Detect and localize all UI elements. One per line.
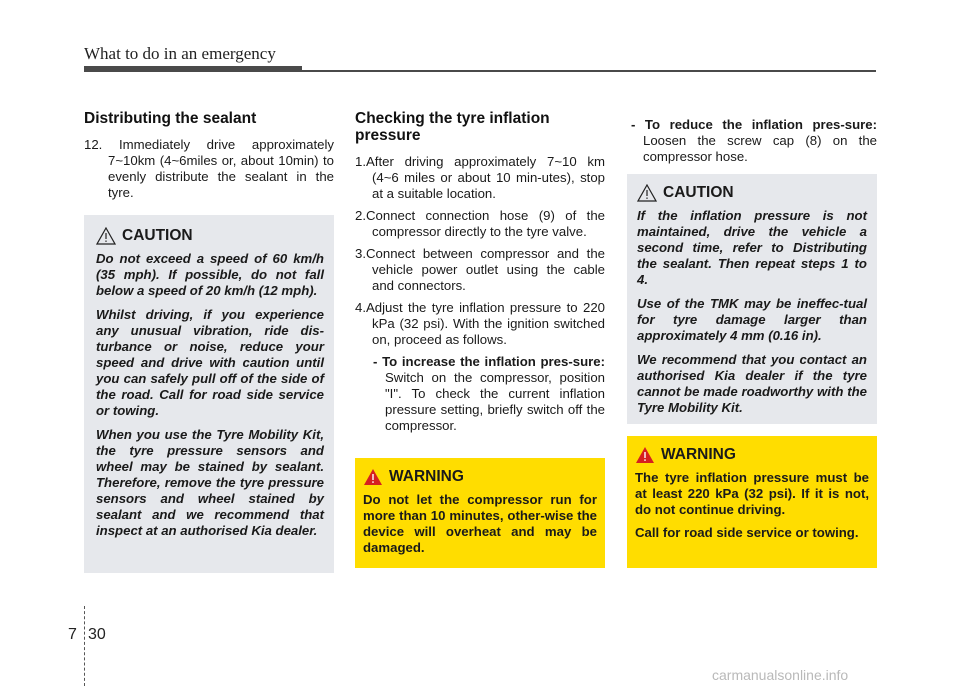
caution-paragraph: Whilst driving, if you experience any unusual vibration, ride dis-turbance or noise, reduce your speed and drive with caution until you can safely pull off of the side of the road. Call for road side service or towing. [96, 307, 324, 418]
column-checking-pressure [355, 110, 605, 440]
page-header-title: What to do in an emergency [84, 44, 276, 63]
caution-box-speed [84, 215, 334, 573]
reduce-text: Loosen the screw cap (8) on the compressor hose. [643, 133, 877, 164]
increase-pressure-instruction [355, 354, 605, 434]
section-heading-distributing: Distributing the sealant [84, 110, 257, 127]
caution-paragraph: When you use the Tyre Mobility Kit, the tyre pressure sensors and wheel may be stained by sealant. Therefore, remove the tyre pressure sensors and wheel stained by sealant and we recommend that inspect at an authorised Kia dealer. [96, 427, 324, 538]
warning-title: WARNING [389, 468, 464, 485]
watermark-text: carmanualsonline.info [712, 667, 849, 683]
step-3: 3.Connect between compressor and the vehicle power outlet using the cable and connectors. [355, 246, 605, 293]
caution-header [96, 227, 324, 245]
warning-paragraph: Call for road side service or towing. [635, 525, 859, 540]
warning-header [635, 446, 869, 464]
step-4: 4.Adjust the tyre inflation pressure to 220 kPa (32 psi). With the ignition switched on, proceed as follows. [355, 300, 605, 347]
column-reduce-pressure [627, 117, 877, 171]
caution-paragraph: Use of the TMK may be ineffec-tual for tyre damage larger than approximately 4 mm (0.16 in). [637, 296, 867, 343]
warning-box-compressor [355, 458, 605, 568]
step-2: 2.Connect connection hose (9) of the compressor directly to the tyre valve. [355, 208, 605, 239]
caution-title: CAUTION [122, 227, 193, 244]
warning-triangle-icon [635, 446, 655, 464]
increase-text: Switch on the compressor, position "I". To check the current inflation pressure setting, briefly switch off the compressor. [385, 370, 605, 433]
warning-header [363, 468, 597, 486]
step-12: 12. Immediately drive approximately 7~10km (4~6miles or, about 10min) to evenly distribute the sealant in the tyre. [84, 137, 334, 200]
reduce-label: - To reduce the inflation pres-sure: [631, 117, 877, 132]
caution-header [637, 184, 867, 202]
warning-title: WARNING [661, 446, 736, 463]
chapter-number: 7 [68, 626, 77, 643]
caution-triangle-icon [637, 184, 657, 202]
page-number: 30 [88, 626, 106, 643]
header-rule [84, 70, 876, 72]
warning-paragraph: Do not let the compressor run for more than 10 minutes, other-wise the device will overheat and may be damaged. [363, 492, 597, 555]
caution-paragraph: We recommend that you contact an authorised Kia dealer if the tyre cannot be made roadworthy with the Tyre Mobility Kit. [637, 352, 867, 415]
caution-triangle-icon [96, 227, 116, 245]
increase-label: - To increase the inflation pres-sure: [373, 354, 605, 369]
caution-box-inflation [627, 174, 877, 424]
footer-divider [84, 606, 85, 686]
step-1: 1.After driving approximately 7~10 km (4~6 miles or about 10 min-utes), stop at a suitable location. [355, 154, 605, 201]
reduce-pressure-instruction [627, 117, 877, 165]
column-distributing-sealant [84, 110, 334, 207]
warning-box-minimum-pressure [627, 436, 877, 568]
warning-paragraph: The tyre inflation pressure must be at least 220 kPa (32 psi). If it is not, do not continue driving. [635, 470, 869, 517]
warning-triangle-icon [363, 468, 383, 486]
section-heading-checking: Checking the tyre inflation pressure [355, 110, 550, 144]
caution-paragraph: Do not exceed a speed of 60 km/h (35 mph). If possible, do not fall below a speed of 20 km/h (12 mph). [96, 251, 324, 298]
caution-title: CAUTION [663, 184, 734, 201]
caution-paragraph: If the inflation pressure is not maintained, drive the vehicle a second time, refer to Distributing the sealant. Then repeat steps 1 to 4. [637, 208, 867, 287]
